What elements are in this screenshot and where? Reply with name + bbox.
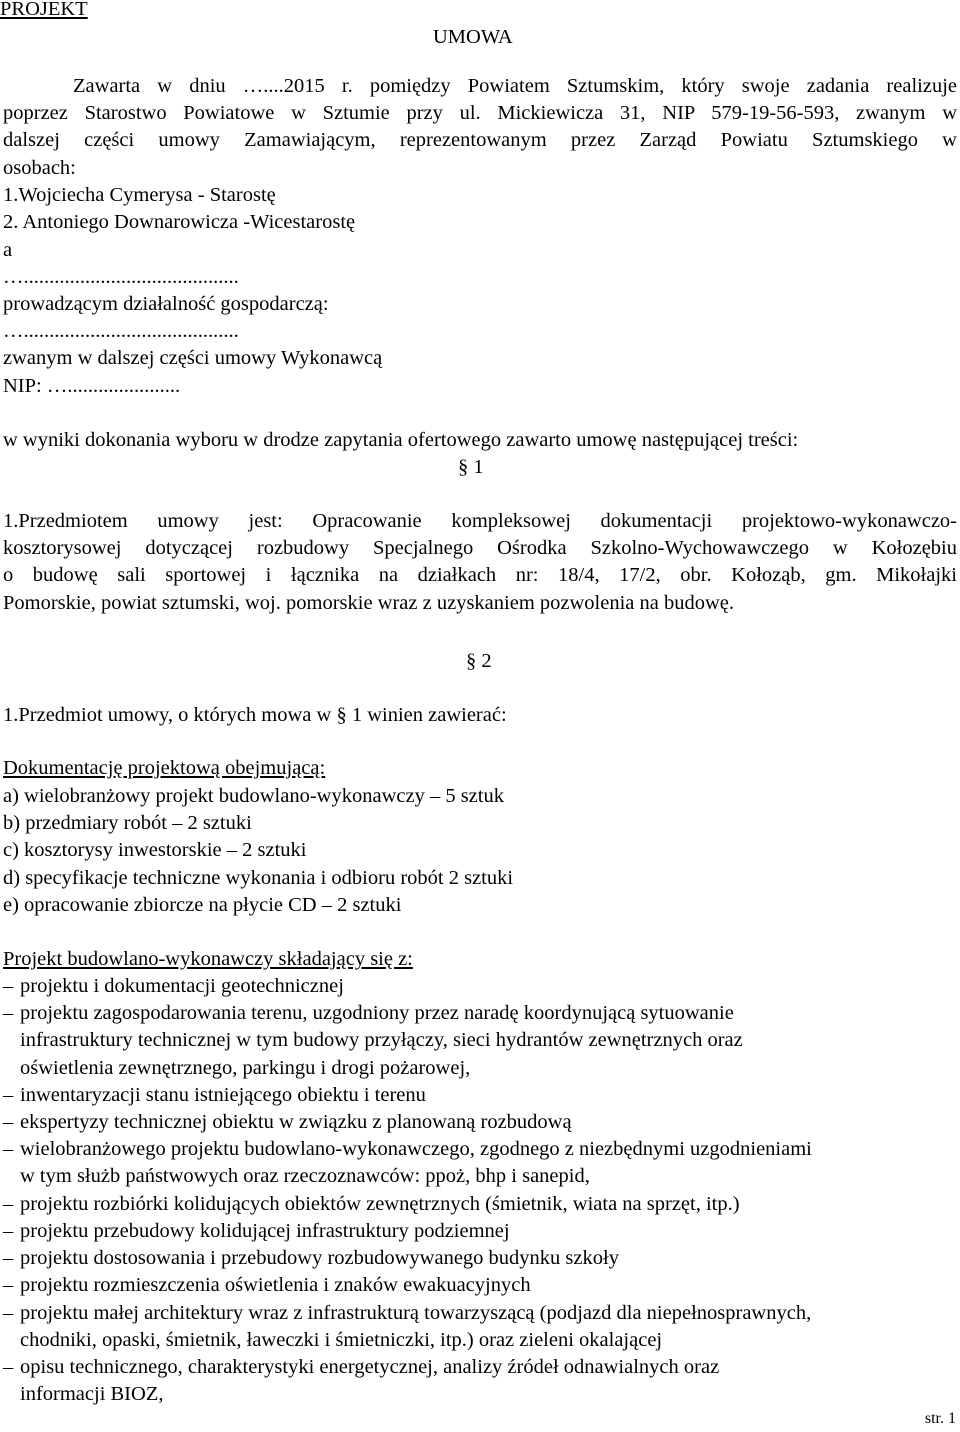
section-2-intro: 1.Przedmiot umowy, o których mowa w § 1 winien zawierać: [3,704,507,726]
business-name-placeholder: ….......................................... [3,320,239,342]
list-dash: – [3,1220,14,1242]
list-dash: – [3,1138,14,1160]
section-1-line: kosztorysowej dotyczącej rozbudowy Specjalnego Ośrodka Szkolno-Wychowawczego w Kołozębiu [3,537,957,559]
intro-line: dalszej części umowy Zamawiającym, reprezentowanym przez Zarząd Powiatu Sztumskiego w [3,129,957,151]
project-item: projektu małej architektury wraz z infrastrukturą towarzyszącą (podjazd dla niepełnosprawnych, [20,1302,812,1324]
intro-line: poprzez Starostwo Powiatowe w Sztumie przy ul. Mickiewicza 31, NIP 579-19-56-593, zwanym w [3,102,957,124]
intro-line: a [3,239,13,261]
list-dash: – [3,1302,14,1324]
page-number: str. 1 [924,1410,956,1427]
contractor-name-placeholder: ….......................................... [3,266,239,288]
intro-line: prowadzącym działalność gospodarczą: [3,293,329,315]
list-dash: – [3,1111,14,1133]
project-item: wielobranżowego projektu budowlano-wykonawczego, zgodnego z niezbędnymi uzgodnieniami [20,1138,812,1160]
documentation-item: e) opracowanie zbiorcze na płycie CD – 2 sztuki [3,894,402,916]
section-2-heading: § 2 [466,650,492,672]
project-item-continued: oświetlenia zewnętrznego, parkingu i drogi pożarowej, [20,1057,471,1079]
intro-line: osobach: [3,157,76,179]
intro-line: w wyniki dokonania wyboru w drodze zapytania ofertowego zawarto umowę następującej treści: [3,429,799,451]
list-dash: – [3,1356,14,1378]
document-status-label: PROJEKT [0,0,88,20]
project-item: inwentaryzacji stanu istniejącego obiektu i terenu [20,1084,426,1106]
list-dash: – [3,1084,14,1106]
section-1-line: o budowę sali sportowej i łącznika na działkach nr: 18/4, 17/2, obr. Kołoząb, gm. Mikołajki [3,564,957,586]
project-item-continued: chodniki, opaski, śmietnik, ławeczki i śmietniczki, itp.) oraz zieleni okalającej [20,1329,663,1351]
documentation-item: b) przedmiary robót – 2 sztuki [3,812,252,834]
project-item: projektu rozmieszczenia oświetlenia i znaków ewakuacyjnych [20,1274,531,1296]
project-item: projektu zagospodarowania terenu, uzgodniony przez naradę koordynującą sytuowanie [20,1002,734,1024]
project-item: projektu rozbiórki kolidujących obiektów zewnętrznych (śmietnik, wiata na sprzęt, itp.) [20,1193,740,1215]
documentation-heading: Dokumentację projektową obejmującą: [3,757,326,779]
list-dash: – [3,1274,14,1296]
representative-1: 1.Wojciecha Cymerysa - Starostę [3,184,276,206]
project-item: ekspertyzy technicznej obiektu w związku z planowaną rozbudową [20,1111,572,1133]
section-1-heading: § 1 [458,456,484,478]
project-item-continued: infrastruktury technicznej w tym budowy przyłączy, sieci hydrantów zewnętrznych oraz [20,1029,743,1051]
project-item: projektu dostosowania i przebudowy rozbudowywanego budynku szkoły [20,1247,619,1269]
project-item-continued: w tym służb państwowych oraz rzeczoznawców: ppoż, bhp i sanepid, [20,1165,590,1187]
intro-line: zwanym w dalszej części umowy Wykonawcą [3,347,383,369]
project-item: projektu przebudowy kolidującej infrastruktury podziemnej [20,1220,510,1242]
documentation-item: d) specyfikacje techniczne wykonania i odbioru robót 2 sztuki [3,867,514,889]
list-dash: – [3,975,14,997]
project-item-continued: informacji BIOZ, [20,1383,164,1405]
intro-line: Zawarta w dniu …....2015 r. pomiędzy Powiatem Sztumskim, który swoje zadania realizuje [73,75,957,97]
nip-placeholder: NIP: …...................... [3,375,181,397]
representative-2: 2. Antoniego Downarowicza -Wicestarostę [3,211,356,233]
list-dash: – [3,1193,14,1215]
documentation-item: a) wielobranżowy projekt budowlano-wykonawczy – 5 sztuk [3,785,504,807]
section-1-line: Pomorskie, powiat sztumski, woj. pomorskie wraz z uzyskaniem pozwolenia na budowę. [3,592,735,614]
document-title: UMOWA [433,26,513,48]
project-item: projektu i dokumentacji geotechnicznej [20,975,344,997]
list-dash: – [3,1002,14,1024]
list-dash: – [3,1247,14,1269]
section-1-line: 1.Przedmiotem umowy jest: Opracowanie kompleksowej dokumentacji projektowo-wykonawczo- [3,510,957,532]
documentation-item: c) kosztorysy inwestorskie – 2 sztuki [3,839,307,861]
project-item: opisu technicznego, charakterystyki energetycznej, analizy źródeł odnawialnych oraz [20,1356,720,1378]
project-heading: Projekt budowlano-wykonawczy składający się z: [3,948,413,970]
